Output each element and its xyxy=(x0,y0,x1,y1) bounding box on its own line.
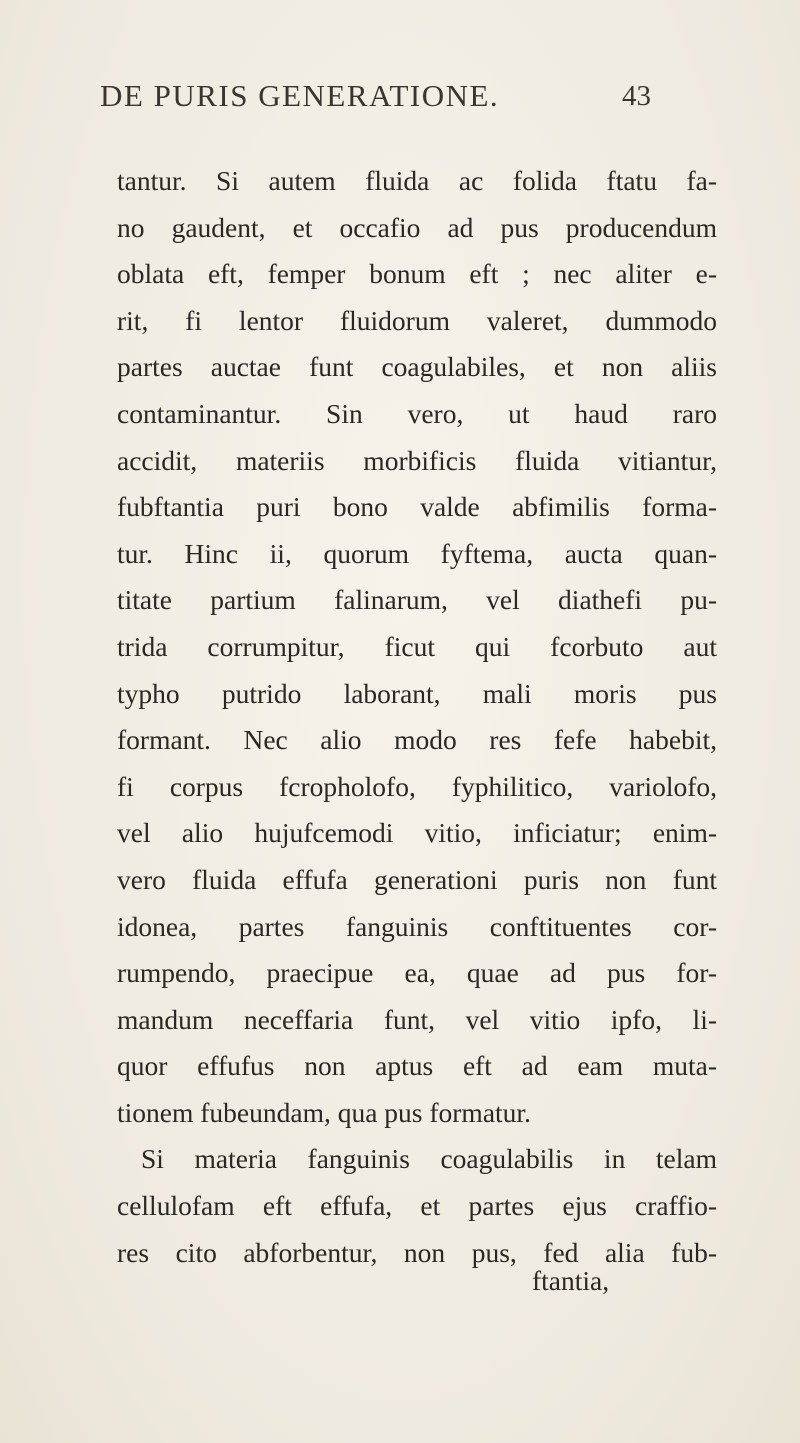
text-line: res cito abforbentur, non pus, fed alia fub- xyxy=(117,1236,717,1268)
page-number: 43 xyxy=(622,80,651,112)
text-line: vero fluida effufa generationi puris non funt xyxy=(117,863,717,895)
text-line: contaminantur. Sin vero, ut haud raro xyxy=(117,397,717,429)
text-line: tur. Hinc ii, quorum fyftema, aucta quan- xyxy=(117,537,717,569)
text-line: formant. Nec alio modo res fefe habebit, xyxy=(117,724,717,756)
text-line: typho putrido laborant, mali moris pus xyxy=(117,677,717,709)
text-line: rumpendo, praecipue ea, quae ad pus for- xyxy=(117,957,717,989)
text-line: fubftantia puri bono valde abfimilis forma- xyxy=(117,491,717,523)
catchword: ftantia, xyxy=(532,1265,610,1296)
body-text xyxy=(117,158,717,1276)
running-title: DE PURIS GENERATIONE. xyxy=(100,78,500,113)
text-line: Si materia fanguinis coagulabilis in telam xyxy=(141,1143,717,1175)
text-line: fi corpus fcropholofo, fyphilitico, variolofo, xyxy=(117,770,717,802)
page-header xyxy=(100,78,700,122)
text-line: no gaudent, et occafio ad pus producendum xyxy=(117,211,717,243)
text-line: cellulofam eft effufa, et partes ejus craffio- xyxy=(117,1190,717,1222)
text-line: mandum neceffaria funt, vel vitio ipfo, li- xyxy=(117,1003,717,1035)
text-line: tantur. Si autem fluida ac folida ftatu fa- xyxy=(117,165,717,196)
text-line: quor effufus non aptus eft ad eam muta- xyxy=(117,1050,717,1082)
text-line: accidit, materiis morbificis fluida vitiantur, xyxy=(117,444,717,476)
text-line: vel alio hujufcemodi vitio, inficiatur; enim- xyxy=(117,817,717,849)
text-line: oblata eft, femper bonum eft ; nec aliter e- xyxy=(117,258,717,290)
text-line: titate partium falinarum, vel diathefi pu- xyxy=(117,584,717,616)
text-line: tionem fubeundam, qua pus formatur. xyxy=(117,1096,531,1128)
text-line: rit, fi lentor fluidorum valeret, dummodo xyxy=(117,304,717,336)
text-line: idonea, partes fanguinis conftituentes cor- xyxy=(117,910,717,942)
text-line: trida corrumpitur, ficut qui fcorbuto aut xyxy=(117,630,717,662)
text-line: partes auctae funt coagulabiles, et non aliis xyxy=(117,351,717,383)
